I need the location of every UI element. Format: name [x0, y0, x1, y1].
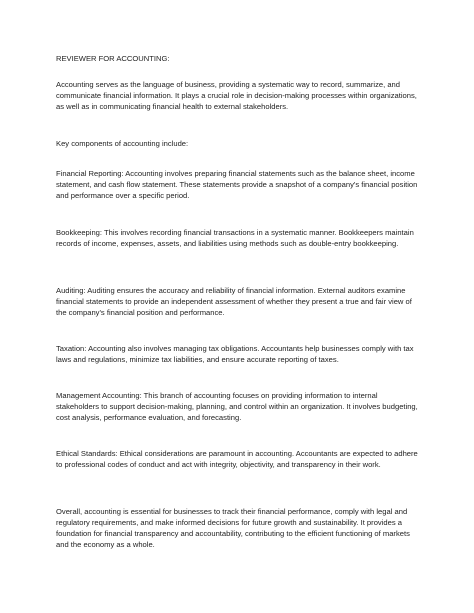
paragraph-management-accounting: Management Accounting: This branch of accounting focuses on providing information to internal stakeholders to support decision-making, planning, and control within an organization. It involves budgeting, cost analysis, performance evaluation, and forecasting. [56, 391, 418, 422]
paragraph-key-components: Key components of accounting include: [56, 139, 189, 148]
paragraph-taxation: Taxation: Accounting also involves managing tax obligations. Accountants help businesses comply with tax laws and regulations, minimize tax liabilities, and ensure accurate reporting of taxes. [56, 344, 414, 364]
paragraph-auditing: Auditing: Auditing ensures the accuracy and reliability of financial information. External auditors examine financial statements to provide an independent assessment of whether they present a true and fair view of the company's financial position and performance. [56, 286, 412, 317]
paragraph-overall: Overall, accounting is essential for businesses to track their financial performance, comply with legal and regulatory requirements, and make informed decisions for future growth and sustainability. It provides a foundation for financial transparency and accountability, contributing to the efficient functioning of markets and the economy as a whole. [56, 507, 410, 549]
paragraph-bookkeeping: Bookkeeping: This involves recording financial transactions in a systematic manner. Bookkeepers maintain records of income, expenses, assets, and liabilities using methods such as double-entry bookkeeping. [56, 228, 414, 248]
paragraph-ethical-standards: Ethical Standards: Ethical considerations are paramount in accounting. Accountants are expected to adhere to professional codes of conduct and act with integrity, objectivity, and transparency in their work. [56, 449, 418, 469]
paragraph-intro: Accounting serves as the language of business, providing a systematic way to record, summarize, and communicate financial information. It plays a crucial role in decision-making processes within organizations, as well as in communicating financial health to external stakeholders. [56, 80, 417, 111]
document-title: REVIEWER FOR ACCOUNTING: [56, 54, 170, 63]
paragraph-financial-reporting: Financial Reporting: Accounting involves preparing financial statements such as the balance sheet, income statement, and cash flow statement. These statements provide a snapshot of a company's financial position and performance over a specific period. [56, 169, 418, 200]
